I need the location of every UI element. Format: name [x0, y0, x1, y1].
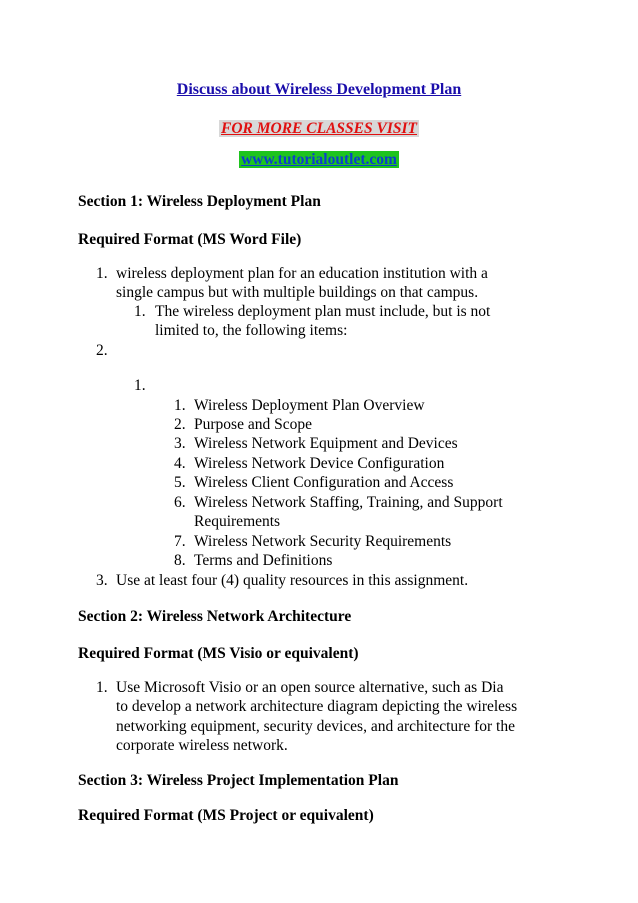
list-item-text: Wireless Network Security Requirements: [194, 533, 452, 550]
section3-heading: Section 3: Wireless Project Implementation Plan: [78, 772, 399, 789]
section2-item1-line: corporate wireless network.: [116, 737, 288, 754]
list-item-text: Wireless Network Staffing, Training, and Support: [194, 494, 503, 511]
list-item-text-continued: Requirements: [194, 513, 281, 530]
list-item-number: 4.: [174, 455, 186, 472]
section2-item1-line: Use Microsoft Visio or an open source alternative, such as Dia: [116, 679, 504, 696]
section1-item3-text: Use at least four (4) quality resources in this assignment.: [116, 572, 469, 589]
section1-item3-number: 3.: [96, 572, 108, 589]
list-item-number: 5.: [174, 474, 186, 491]
section1-sub1-line2: limited to, the following items:: [155, 322, 348, 339]
section2-item1-line: networking equipment, security devices, and architecture for the: [116, 718, 515, 735]
list-item-text: Wireless Network Equipment and Devices: [194, 435, 458, 452]
section2-heading: Section 2: Wireless Network Architecture: [78, 608, 352, 625]
section1-item1-line1: wireless deployment plan for an education institution with a: [116, 265, 488, 282]
section1-item1-line2: single campus but with multiple buildings on that campus.: [116, 284, 479, 301]
section1-item2-number: 2.: [96, 342, 108, 359]
list-item-text: Wireless Deployment Plan Overview: [194, 397, 425, 414]
section1-sub1-line1: The wireless deployment plan must include, but is not: [155, 303, 491, 320]
list-item-number: 1.: [174, 397, 186, 414]
list-item-number: 3.: [174, 435, 186, 452]
section2-item1-number: 1.: [96, 679, 108, 696]
list-item-text: Terms and Definitions: [194, 552, 333, 569]
list-item-number: 7.: [174, 533, 186, 550]
section1-item2-sub-number: 1.: [134, 377, 146, 394]
list-item-number: 8.: [174, 552, 186, 569]
section1-heading: Section 1: Wireless Deployment Plan: [78, 193, 321, 210]
list-item-number: 6.: [174, 494, 186, 511]
section3-format: Required Format (MS Project or equivalent): [78, 807, 374, 824]
section1-item1-number: 1.: [96, 265, 108, 282]
promo-banner: [0, 119, 638, 138]
section2-format: Required Format (MS Visio or equivalent): [78, 645, 359, 662]
list-item-text: Wireless Client Configuration and Access: [194, 474, 454, 491]
tutorialoutlet-link[interactable]: www.tutorialoutlet.com: [241, 151, 397, 168]
list-item-text: Wireless Network Device Configuration: [194, 455, 445, 472]
list-item-number: 2.: [174, 416, 186, 433]
document-title[interactable]: Discuss about Wireless Development Plan: [176, 81, 462, 98]
list-item-text: Purpose and Scope: [194, 416, 312, 433]
section1-format: Required Format (MS Word File): [78, 231, 302, 248]
section2-item1-line: to develop a network architecture diagram depicting the wireless: [116, 698, 518, 715]
promo-text: FOR MORE CLASSES VISIT: [221, 120, 417, 137]
section1-sub1-number: 1.: [134, 303, 146, 320]
promo-link-row: [0, 150, 638, 169]
